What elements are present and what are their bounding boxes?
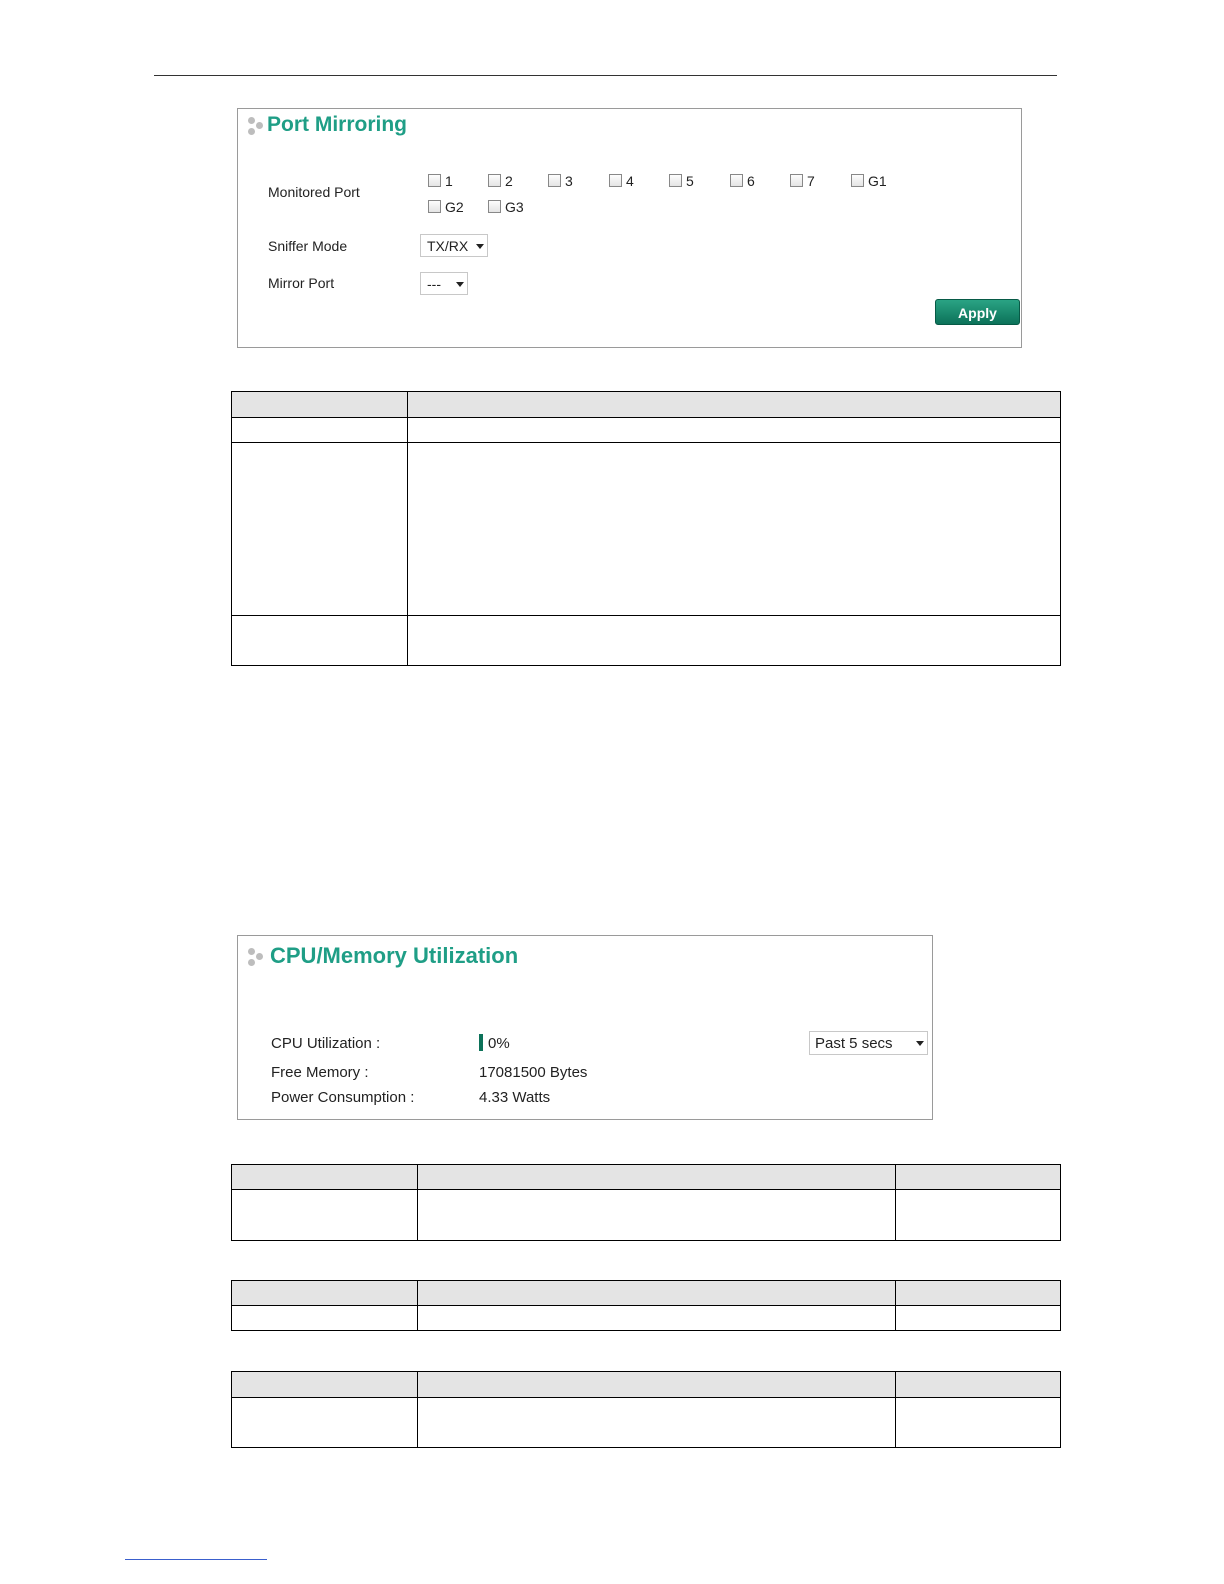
checkbox-icon — [488, 174, 501, 187]
table-header — [232, 1281, 1060, 1306]
free-memory-label: Free Memory : — [271, 1064, 369, 1081]
table-column-divider — [407, 392, 408, 665]
port-checkbox-2[interactable]: 2 — [488, 173, 513, 189]
settings-table-3 — [231, 1280, 1061, 1331]
checkbox-icon — [548, 174, 561, 187]
port-checkbox-g3[interactable]: G3 — [488, 199, 524, 215]
apply-button[interactable]: Apply — [935, 299, 1020, 325]
checkbox-icon — [428, 174, 441, 187]
port-checkbox-7[interactable]: 7 — [790, 173, 815, 189]
cpu-utilization-label: CPU Utilization : — [271, 1035, 381, 1052]
table-row-divider — [232, 615, 1060, 616]
settings-table-4 — [231, 1371, 1061, 1448]
table-column-divider — [417, 1281, 418, 1330]
period-value: Past 5 secs — [815, 1035, 893, 1052]
free-memory-value: 17081500 Bytes — [479, 1064, 588, 1081]
mirror-port-select[interactable] — [420, 272, 468, 295]
table-column-divider — [895, 1165, 896, 1240]
mirror-port-value: --- — [427, 276, 441, 292]
port-checkbox-1[interactable]: 1 — [428, 173, 453, 189]
table-column-divider — [417, 1372, 418, 1447]
power-consumption-label: Power Consumption : — [271, 1089, 415, 1106]
table-column-divider — [417, 1165, 418, 1240]
checkbox-icon — [428, 200, 441, 213]
checkbox-icon — [790, 174, 803, 187]
checkbox-icon — [851, 174, 864, 187]
checkbox-icon — [730, 174, 743, 187]
section-dots-icon — [247, 948, 265, 966]
table-header — [232, 1165, 1060, 1190]
cpu-utilization-value: 0% — [488, 1035, 510, 1052]
power-consumption-value: 4.33 Watts — [479, 1089, 551, 1106]
checkbox-icon — [669, 174, 682, 187]
settings-table-2 — [231, 1164, 1061, 1241]
cpu-memory-title: CPU/Memory Utilization — [270, 943, 519, 968]
port-mirroring-panel — [237, 108, 1022, 348]
mirror-port-label: Mirror Port — [268, 275, 335, 291]
monitored-port-label: Monitored Port — [268, 184, 360, 200]
table-header — [232, 392, 1060, 418]
table-column-divider — [895, 1372, 896, 1447]
table-row-divider — [232, 442, 1060, 443]
port-checkbox-3[interactable]: 3 — [548, 173, 573, 189]
footer-link-underline — [125, 1559, 267, 1560]
chevron-down-icon — [476, 244, 484, 249]
table-column-divider — [895, 1281, 896, 1330]
port-checkbox-6[interactable]: 6 — [730, 173, 755, 189]
port-checkbox-g1[interactable]: G1 — [851, 173, 887, 189]
sniffer-mode-select[interactable] — [420, 234, 488, 257]
checkbox-icon — [609, 174, 622, 187]
table-header — [232, 1372, 1060, 1398]
header-rule — [154, 75, 1057, 76]
port-checkbox-5[interactable]: 5 — [669, 173, 694, 189]
checkbox-icon — [488, 200, 501, 213]
cpu-utilization-bar — [479, 1034, 483, 1051]
sniffer-mode-value: TX/RX — [427, 238, 469, 254]
sniffer-mode-label: Sniffer Mode — [268, 238, 348, 254]
settings-table-1 — [231, 391, 1061, 666]
chevron-down-icon — [456, 282, 464, 287]
port-checkbox-4[interactable]: 4 — [609, 173, 634, 189]
port-checkbox-g2[interactable]: G2 — [428, 199, 464, 215]
period-select[interactable] — [809, 1031, 928, 1055]
port-mirroring-title: Port Mirroring — [267, 113, 407, 136]
chevron-down-icon — [916, 1041, 924, 1046]
section-dots-icon — [247, 117, 265, 135]
